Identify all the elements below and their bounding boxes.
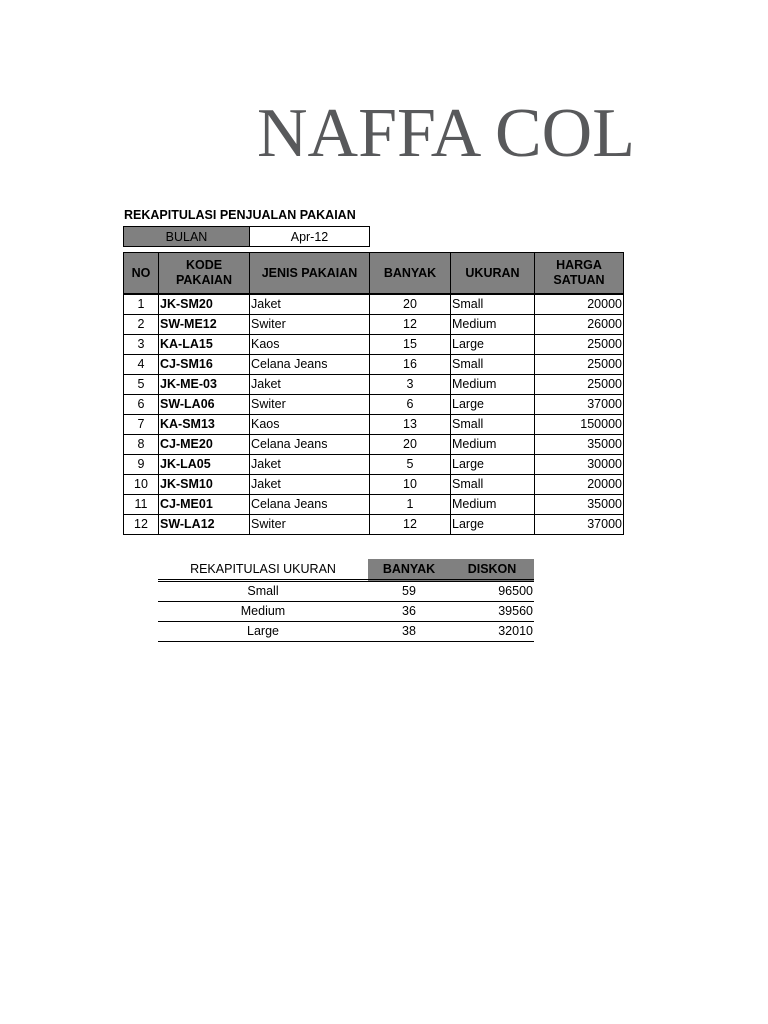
recap-row bbox=[158, 581, 534, 602]
cell-kode: JK-SM10 bbox=[159, 475, 250, 495]
month-label: BULAN bbox=[124, 227, 250, 246]
cell-ukuran: Large bbox=[451, 455, 535, 475]
size-recap-table bbox=[158, 559, 534, 642]
cell-jenis: Jaket bbox=[250, 475, 370, 495]
table-row bbox=[124, 415, 624, 435]
recap-banyak: 38 bbox=[368, 622, 450, 642]
report-title: REKAPITULASI PENJUALAN PAKAIAN bbox=[124, 208, 356, 222]
cell-harga: 25000 bbox=[535, 355, 624, 375]
cell-kode: KA-SM13 bbox=[159, 415, 250, 435]
header-no: NO bbox=[124, 253, 159, 295]
cell-ukuran: Large bbox=[451, 515, 535, 535]
cell-jenis: Jaket bbox=[250, 294, 370, 315]
recap-header-diskon: DISKON bbox=[450, 559, 534, 581]
recap-diskon: 39560 bbox=[450, 602, 534, 622]
cell-no: 9 bbox=[124, 455, 159, 475]
recap-header-banyak: BANYAK bbox=[368, 559, 450, 581]
cell-banyak: 15 bbox=[370, 335, 451, 355]
table-row bbox=[124, 475, 624, 495]
cell-harga: 30000 bbox=[535, 455, 624, 475]
cell-jenis: Switer bbox=[250, 315, 370, 335]
cell-jenis: Switer bbox=[250, 395, 370, 415]
cell-jenis: Jaket bbox=[250, 375, 370, 395]
header-kode-pakaian: KODE PAKAIAN bbox=[159, 253, 250, 295]
cell-ukuran: Small bbox=[451, 475, 535, 495]
cell-banyak: 6 bbox=[370, 395, 451, 415]
recap-header-row bbox=[158, 559, 534, 581]
cell-no: 1 bbox=[124, 294, 159, 315]
cell-harga: 35000 bbox=[535, 435, 624, 455]
cell-banyak: 1 bbox=[370, 495, 451, 515]
table-row bbox=[124, 455, 624, 475]
cell-harga: 150000 bbox=[535, 415, 624, 435]
cell-ukuran: Small bbox=[451, 355, 535, 375]
sales-table bbox=[123, 252, 624, 535]
cell-kode: SW-ME12 bbox=[159, 315, 250, 335]
cell-harga: 25000 bbox=[535, 375, 624, 395]
cell-no: 5 bbox=[124, 375, 159, 395]
cell-kode: CJ-SM16 bbox=[159, 355, 250, 375]
cell-no: 6 bbox=[124, 395, 159, 415]
cell-banyak: 20 bbox=[370, 435, 451, 455]
cell-no: 7 bbox=[124, 415, 159, 435]
cell-jenis: Switer bbox=[250, 515, 370, 535]
recap-banyak: 59 bbox=[368, 581, 450, 602]
header-harga-satuan: HARGA SATUAN bbox=[535, 253, 624, 295]
cell-ukuran: Large bbox=[451, 335, 535, 355]
cell-ukuran: Medium bbox=[451, 375, 535, 395]
recap-diskon: 96500 bbox=[450, 581, 534, 602]
cell-banyak: 20 bbox=[370, 294, 451, 315]
cell-kode: JK-SM20 bbox=[159, 294, 250, 315]
cell-banyak: 5 bbox=[370, 455, 451, 475]
header-ukuran: UKURAN bbox=[451, 253, 535, 295]
cell-jenis: Celana Jeans bbox=[250, 435, 370, 455]
recap-size: Large bbox=[158, 622, 368, 642]
cell-no: 8 bbox=[124, 435, 159, 455]
month-value: Apr-12 bbox=[290, 229, 329, 244]
table-row bbox=[124, 294, 624, 315]
table-row bbox=[124, 375, 624, 395]
cell-no: 4 bbox=[124, 355, 159, 375]
cell-jenis: Kaos bbox=[250, 335, 370, 355]
cell-harga: 37000 bbox=[535, 515, 624, 535]
cell-no: 2 bbox=[124, 315, 159, 335]
recap-header-label: REKAPITULASI UKURAN bbox=[158, 559, 368, 581]
cell-jenis: Kaos bbox=[250, 415, 370, 435]
cell-ukuran: Small bbox=[451, 415, 535, 435]
cell-harga: 20000 bbox=[535, 475, 624, 495]
cell-kode: SW-LA12 bbox=[159, 515, 250, 535]
cell-jenis: Jaket bbox=[250, 455, 370, 475]
cell-banyak: 10 bbox=[370, 475, 451, 495]
cell-kode: CJ-ME20 bbox=[159, 435, 250, 455]
recap-row bbox=[158, 602, 534, 622]
table-row bbox=[124, 335, 624, 355]
cell-banyak: 3 bbox=[370, 375, 451, 395]
cell-ukuran: Large bbox=[451, 395, 535, 415]
cell-kode: KA-LA15 bbox=[159, 335, 250, 355]
recap-diskon: 32010 bbox=[450, 622, 534, 642]
month-box bbox=[123, 226, 370, 247]
table-row bbox=[124, 435, 624, 455]
table-row bbox=[124, 315, 624, 335]
recap-size: Small bbox=[158, 581, 368, 602]
cell-jenis: Celana Jeans bbox=[250, 495, 370, 515]
cell-jenis: Celana Jeans bbox=[250, 355, 370, 375]
table-row bbox=[124, 355, 624, 375]
cell-harga: 37000 bbox=[535, 395, 624, 415]
cell-banyak: 16 bbox=[370, 355, 451, 375]
cell-ukuran: Medium bbox=[451, 495, 535, 515]
cell-kode: JK-ME-03 bbox=[159, 375, 250, 395]
cell-kode: JK-LA05 bbox=[159, 455, 250, 475]
cell-ukuran: Small bbox=[451, 294, 535, 315]
cell-no: 3 bbox=[124, 335, 159, 355]
cell-banyak: 13 bbox=[370, 415, 451, 435]
cell-kode: CJ-ME01 bbox=[159, 495, 250, 515]
sales-header-row bbox=[124, 253, 624, 295]
header-jenis-pakaian: JENIS PAKAIAN bbox=[250, 253, 370, 295]
recap-row bbox=[158, 622, 534, 642]
brand-title: NAFFA COL bbox=[257, 95, 635, 172]
cell-ukuran: Medium bbox=[451, 435, 535, 455]
cell-no: 11 bbox=[124, 495, 159, 515]
table-row bbox=[124, 515, 624, 535]
recap-banyak: 36 bbox=[368, 602, 450, 622]
table-row bbox=[124, 395, 624, 415]
table-row bbox=[124, 495, 624, 515]
cell-no: 10 bbox=[124, 475, 159, 495]
header-banyak: BANYAK bbox=[370, 253, 451, 295]
cell-banyak: 12 bbox=[370, 315, 451, 335]
cell-kode: SW-LA06 bbox=[159, 395, 250, 415]
recap-size: Medium bbox=[158, 602, 368, 622]
cell-harga: 35000 bbox=[535, 495, 624, 515]
cell-harga: 20000 bbox=[535, 294, 624, 315]
cell-harga: 26000 bbox=[535, 315, 624, 335]
cell-no: 12 bbox=[124, 515, 159, 535]
cell-ukuran: Medium bbox=[451, 315, 535, 335]
cell-harga: 25000 bbox=[535, 335, 624, 355]
cell-banyak: 12 bbox=[370, 515, 451, 535]
